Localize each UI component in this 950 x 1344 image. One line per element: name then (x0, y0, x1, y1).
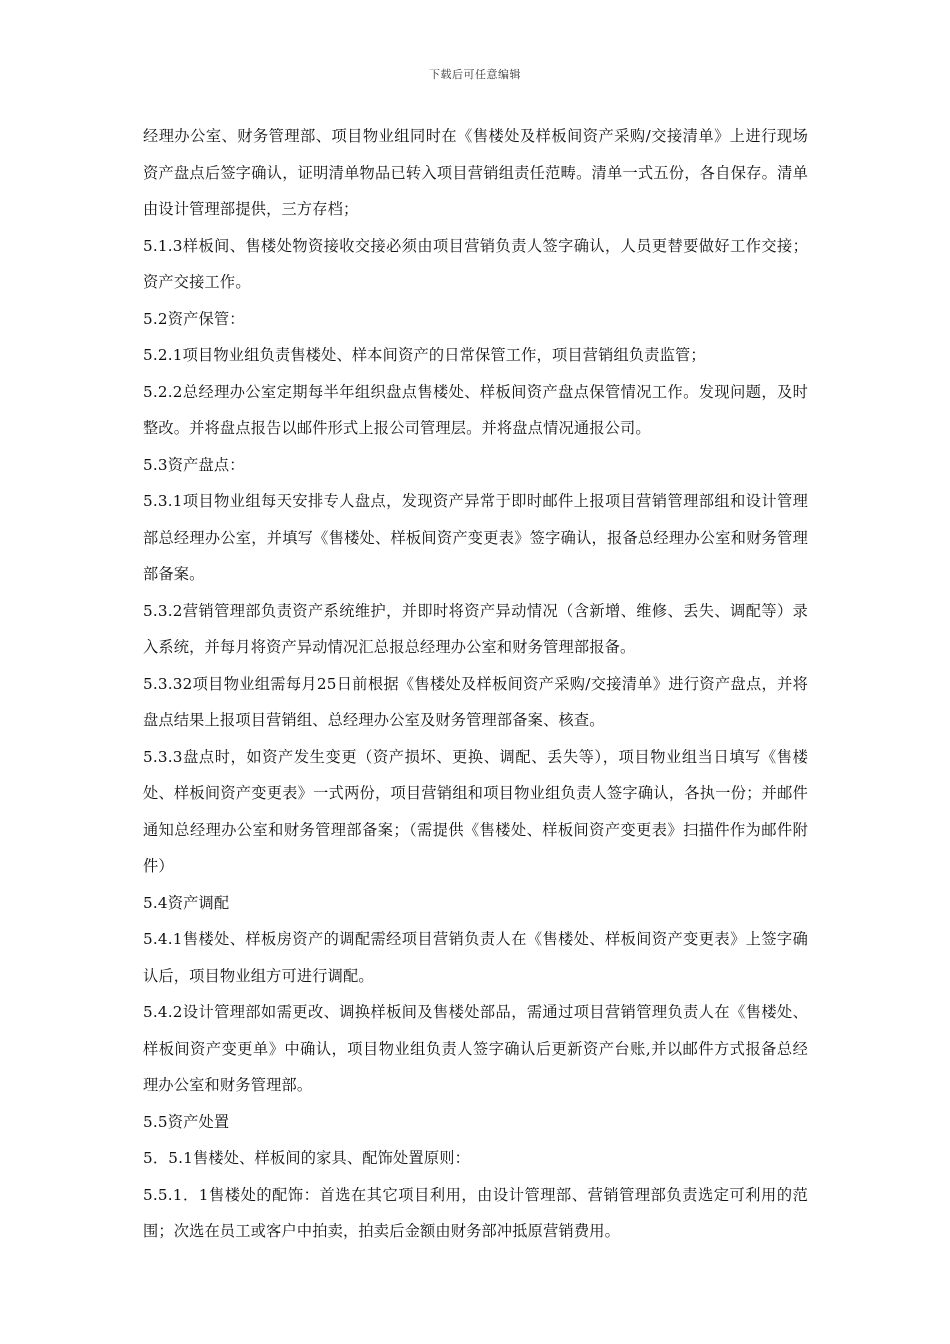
paragraph-5-3-1: 5.3.1项目物业组每天安排专人盘点，发现资产异常于即时邮件上报项目营销管理部组和设计管理部总经理办公室，并填写《售楼处、样板间资产变更表》签字确认，报备总经理办公室和财务管理部备案。 (143, 492, 808, 583)
heading-5-3: 5.3资产盘点： (143, 455, 245, 474)
heading-5-5: 5.5资产处置 (143, 1112, 230, 1131)
paragraph-5-4-1: 5.4.1售楼处、样板房资产的调配需经项目营销负责人在《售楼处、样板间资产变更表》上签字确认后，项目物业组方可进行调配。 (143, 930, 808, 985)
heading-5-2: 5.2资产保管： (143, 309, 245, 328)
paragraph-5-4-2: 5.4.2设计管理部如需更改、调换样板间及售楼处部品，需通过项目营销管理负责人在《售楼处、样板间资产变更单》中确认，项目物业组负责人签字确认后更新资产台账,并以邮件方式报备总经理办公室和财务管理部。 (143, 1003, 808, 1094)
paragraph-5-5-1-1: 5.5.1．1售楼处的配饰：首选在其它项目利用，由设计管理部、营销管理部负责选定可利用的范围；次选在员工或客户中拍卖，拍卖后金额由财务部冲抵原营销费用。 (143, 1185, 808, 1240)
paragraph-5-2-1: 5.2.1项目物业组负责售楼处、样本间资产的日常保管工作，项目营销组负责监管； (143, 346, 706, 364)
paragraph-5-3-3: 5.3.3盘点时，如资产发生变更（资产损坏、更换、调配、丢失等），项目物业组当日填写《售楼处、样板间资产变更表》一式两份，项目营销组和项目物业组负责人签字确认，各执一份；并邮件通知总经理办公室和财务管理部备案；（需提供《售楼处、样板间资产变更表》扫描件作为邮件附件） (143, 747, 808, 875)
paragraph-5-2-2: 5.2.2总经理办公室定期每半年组织盘点售楼处、样板间资产盘点保管情况工作。发现问题，及时整改。并将盘点报告以邮件形式上报公司管理层。并将盘点情况通报公司。 (143, 382, 808, 437)
paragraph-continuation: 经理办公室、财务管理部、项目物业组同时在《售楼处及样板间资产采购/交接清单》上进行现场资产盘点后签字确认，证明清单物品已转入项目营销组责任范畴。清单一式五份，各自保存。清单由设计管理部提供，三方存档； (143, 127, 808, 218)
paragraph-5-5-1: 5．5.1售楼处、样板间的家具、配饰处置原则： (143, 1149, 470, 1167)
paragraph-5-1-3: 5.1.3样板间、售楼处物资接收交接必须由项目营销负责人签字确认，人员更替要做好工作交接；资产交接工作。 (143, 236, 808, 291)
heading-5-4: 5.4资产调配 (143, 893, 230, 912)
document-body (143, 118, 808, 1250)
paragraph-5-3-32: 5.3.32项目物业组需每月25日前根据《售楼处及样板间资产采购/交接清单》进行资产盘点，并将盘点结果上报项目营销组、总经理办公室及财务管理部备案、核查。 (143, 674, 808, 729)
page-header: 下载后可任意编辑 (429, 68, 521, 81)
paragraph-5-3-2: 5.3.2营销管理部负责资产系统维护，并即时将资产异动情况（含新增、维修、丢失、调配等）录入系统，并每月将资产异动情况汇总报总经理办公室和财务管理部报备。 (143, 601, 808, 656)
